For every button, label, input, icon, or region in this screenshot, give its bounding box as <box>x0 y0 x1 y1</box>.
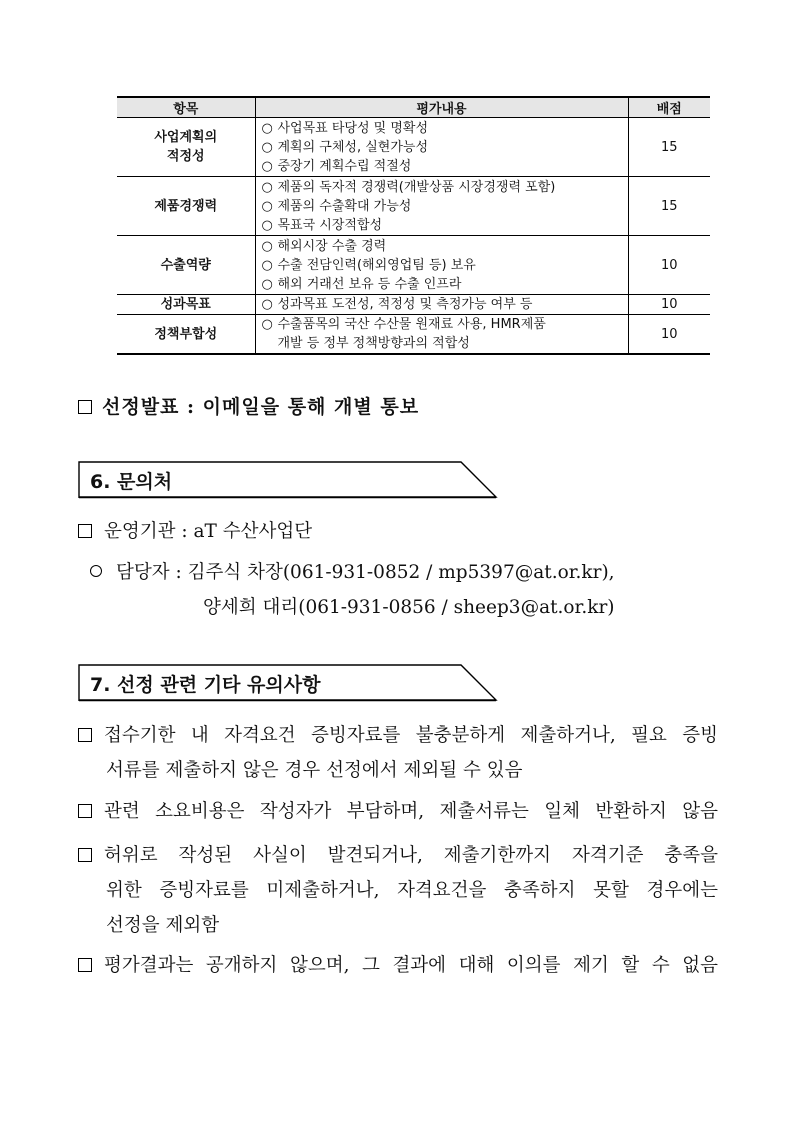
content-bullet: ○ 사업목표 타당성 및 명확성 <box>261 120 429 136</box>
row-content <box>255 236 628 295</box>
header-item: 항목 <box>117 97 255 118</box>
row-item-line: 성과목표 <box>160 297 211 312</box>
contact-line-2: 양세희 대리(061-931-0856 / sheep3@at.or.kr) <box>203 597 615 618</box>
row-score: 15 <box>628 118 710 177</box>
content-bullet: ○ 수출품목의 국산 수산물 원재료 사용, HMR제품 <box>261 317 546 332</box>
table-row <box>117 118 710 177</box>
notice-item-4: 평가결과는 공개하지 않으며, 그 결과에 대해 이의를 제기 할 수 없음 <box>78 948 718 983</box>
row-score: 15 <box>628 177 710 236</box>
row-score: 10 <box>628 315 710 355</box>
row-content <box>255 177 628 236</box>
checkbox-square-icon <box>78 728 92 742</box>
table-row <box>117 177 710 236</box>
header-score: 배점 <box>628 97 710 118</box>
section-7-header <box>78 664 498 702</box>
notice-item-2: 관련 소요비용은 작성자가 부담하며, 제출서류는 일체 반환하지 않음 <box>78 794 718 829</box>
evaluation-table <box>117 96 710 355</box>
content-bullet: ○ 성과목표 도전성, 적정성 및 측정가능 여부 등 <box>261 297 533 312</box>
agency-line <box>78 514 718 549</box>
row-score: 10 <box>628 236 710 295</box>
checkbox-square-icon <box>78 958 92 972</box>
row-item-line: 수출역량 <box>160 257 211 273</box>
section-6-header <box>78 461 498 499</box>
content-bullet: ○ 목표국 시장적합성 <box>261 217 383 233</box>
content-continuation: 개발 등 정부 정책방향과의 적합성 <box>277 336 470 351</box>
notice-item-3: 허위로 작성된 사실이 발견되거나, 제출기한까지 자격기준 충족을 위한 증빙자료를 미제출하거나, 자격요건을 충족하지 못할 경우에는 선정을 제외함 <box>78 838 718 943</box>
content-bullet: ○ 제품의 독자적 경쟁력(개발상품 시장경쟁력 포함) <box>261 179 556 195</box>
row-item-line: 정책부합성 <box>154 326 218 342</box>
checkbox-square-icon <box>78 848 92 862</box>
announcement-text: 선정발표 : 이메일을 통해 개별 통보 <box>102 396 420 418</box>
row-score: 10 <box>628 295 710 315</box>
row-item <box>117 236 255 295</box>
content-bullet: ○ 계획의 구체성, 실현가능성 <box>261 139 429 155</box>
notice-item-1: 접수기한 내 자격요건 증빙자료를 불충분하게 제출하거나, 필요 증빙 서류를 제출하지 않은 경우 선정에서 제외될 수 있음 <box>78 718 718 788</box>
content-bullet: ○ 해외 거래선 보유 등 수출 인프라 <box>261 276 462 292</box>
checkbox-square-icon <box>78 804 92 818</box>
row-content <box>255 118 628 177</box>
content-bullet: ○ 해외시장 수출 경력 <box>261 238 387 254</box>
section-6-title: 6. 문의처 <box>90 471 173 493</box>
agency-text: 운영기관 : aT 수산사업단 <box>104 521 313 542</box>
row-content <box>255 315 628 355</box>
row-item-line: 제품경쟁력 <box>154 198 218 214</box>
content-bullet: ○ 중장기 계획수립 적절성 <box>261 158 412 174</box>
circle-bullet-icon <box>90 565 102 577</box>
row-item <box>117 295 255 315</box>
row-item <box>117 118 255 177</box>
table-row <box>117 315 710 355</box>
checkbox-square-icon <box>78 400 92 414</box>
checkbox-square-icon <box>78 524 92 538</box>
row-item-line: 적정성 <box>166 149 205 164</box>
header-content: 평가내용 <box>255 97 628 118</box>
announcement <box>78 392 419 419</box>
contact-line-1: 담당자 : 김주식 차장(061-931-0852 / mp5397@at.or.kr), <box>90 555 615 590</box>
section-7-title: 7. 선정 관련 기타 유의사항 <box>90 674 321 696</box>
row-item <box>117 315 255 355</box>
table-row <box>117 236 710 295</box>
row-item-line: 사업계획의 <box>154 130 218 145</box>
table-header-row <box>117 97 710 118</box>
row-item <box>117 177 255 236</box>
content-bullet: ○ 수출 전담인력(해외영업팀 등) 보유 <box>261 257 476 273</box>
content-bullet: ○ 제품의 수출확대 가능성 <box>261 198 412 214</box>
contact-block <box>90 555 615 625</box>
row-content <box>255 295 628 315</box>
table-row <box>117 295 710 315</box>
